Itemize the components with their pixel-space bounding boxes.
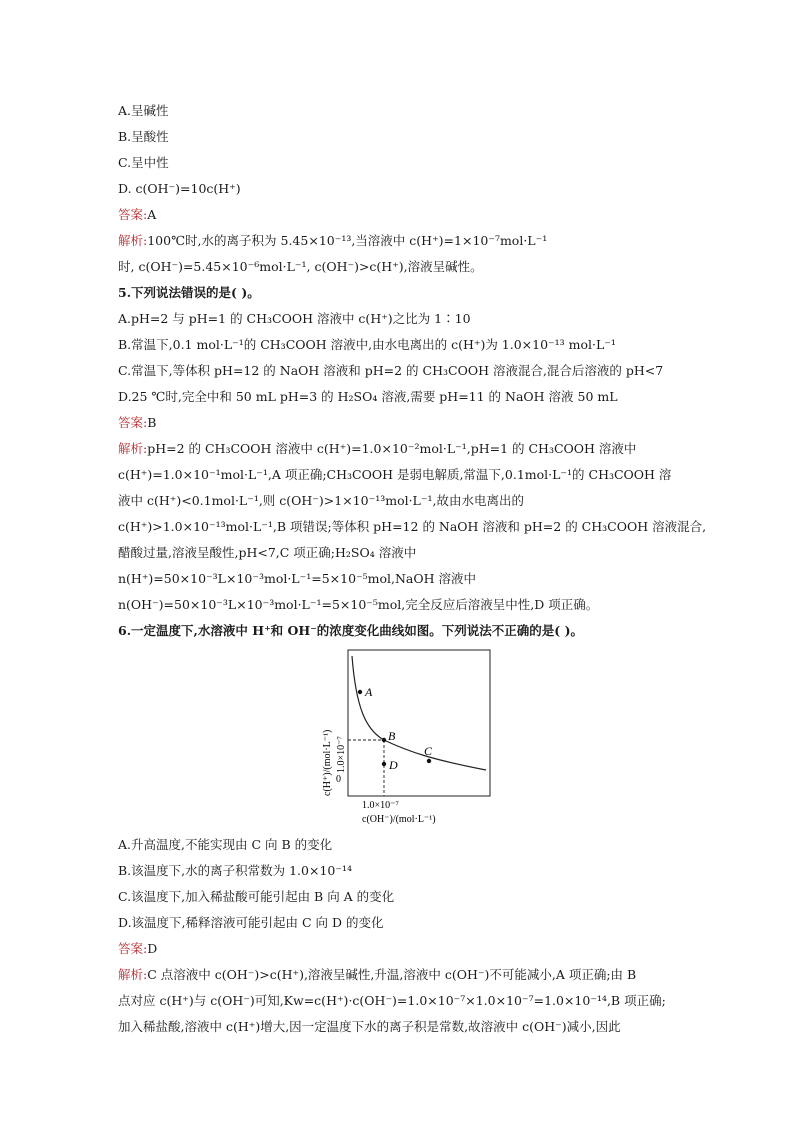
option-b: B.呈酸性: [118, 129, 169, 144]
option-a: A.升高温度,不能实现由 C 向 B 的变化: [118, 837, 333, 852]
option-d: D.25 ℃时,完全中和 50 mL pH=3 的 H₂SO₄ 溶液,需要 pH=11 的 NaOH 溶液 50 mL: [118, 389, 618, 404]
option-c: C.呈中性: [118, 155, 169, 170]
x-tick-label: 1.0×10⁻⁷: [362, 800, 399, 811]
analysis-line: 时, c(OH⁻)=5.45×10⁻⁶mol·L⁻¹, c(OH⁻)>c(H⁺),溶液呈碱性。: [118, 259, 483, 274]
option-d: D.该温度下,稀释溶液可能引起由 C 向 D 的变化: [118, 915, 384, 930]
point-b-label: B: [388, 729, 396, 743]
ion-product-curve: [352, 656, 486, 770]
answer-value: A: [147, 207, 157, 222]
point-a-label: A: [365, 685, 373, 699]
plot-frame: [348, 650, 490, 796]
y-tick-label: 1.0×10⁻⁷: [336, 736, 347, 773]
option-a: A.呈碱性: [118, 103, 169, 118]
analysis-line: c(H⁺)=1.0×10⁻¹mol·L⁻¹,A 项正确;CH₃COOH 是弱电解质,常温下,0.1mol·L⁻¹的 CH₃COOH 溶: [118, 467, 672, 482]
analysis-line: n(H⁺)=50×10⁻³L×10⁻³mol·L⁻¹=5×10⁻⁵mol,NaOH 溶液中: [118, 571, 476, 586]
option-b: B.该温度下,水的离子积常数为 1.0×10⁻¹⁴: [118, 863, 352, 878]
y-axis-label: c(H⁺)/(mol·L⁻¹): [322, 729, 333, 796]
option-d: D. c(OH⁻)=10c(H⁺): [118, 181, 241, 196]
answer-label: 答案:: [118, 415, 148, 430]
analysis-label: 解析:: [118, 967, 148, 982]
point-c-label: C: [424, 744, 433, 758]
origin-label: 0: [336, 774, 341, 785]
analysis-line: 加入稀盐酸,溶液中 c(H⁺)增大,因一定温度下水的离子积是常数,故溶液中 c(OH⁻)减小,因此: [118, 1019, 621, 1034]
analysis-line: [118, 962, 688, 988]
analysis-text: pH=2 的 CH₃COOH 溶液中 c(H⁺)=1.0×10⁻²mol·L⁻¹,pH=1 的 CH₃COOH 溶液中: [147, 441, 637, 456]
point-d-marker: [382, 762, 386, 766]
analysis-text: C 点溶液中 c(OH⁻)>c(H⁺),溶液呈碱性,升温,溶液中 c(OH⁻)不可能减小,A 项正确;由 B: [147, 967, 637, 982]
answer-line: [118, 410, 688, 436]
ion-concentration-figure: [118, 648, 688, 826]
analysis-label: 解析:: [118, 441, 148, 456]
point-c-marker: [427, 759, 431, 763]
option-c: C.常温下,等体积 pH=12 的 NaOH 溶液和 pH=2 的 CH₃COOH 溶液混合,混合后溶液的 pH<7: [118, 363, 664, 378]
analysis-text: 100℃时,水的离子积为 5.45×10⁻¹³,当溶液中 c(H⁺)=1×10⁻⁷mol·L⁻¹: [147, 233, 548, 248]
analysis-label: 解析:: [118, 233, 148, 248]
point-a-marker: [358, 690, 362, 694]
option-c: C.该温度下,加入稀盐酸可能引起由 B 向 A 的变化: [118, 889, 395, 904]
option-a: A.pH=2 与 pH=1 的 CH₃COOH 溶液中 c(H⁺)之比为 1∶10: [118, 311, 471, 326]
answer-label: 答案:: [118, 207, 148, 222]
analysis-line: 点对应 c(H⁺)与 c(OH⁻)可知,Kw=c(H⁺)·c(OH⁻)=1.0×10⁻⁷×1.0×10⁻⁷=1.0×10⁻¹⁴,B 项正确;: [118, 993, 666, 1008]
analysis-line: 液中 c(H⁺)<0.1mol·L⁻¹,则 c(OH⁻)>1×10⁻¹³mol·L⁻¹,故由水电离出的: [118, 493, 524, 508]
answer-label: 答案:: [118, 941, 148, 956]
analysis-line: [118, 228, 688, 254]
analysis-line: 醋酸过量,溶液呈酸性,pH<7,C 项正确;H₂SO₄ 溶液中: [118, 545, 417, 560]
question-stem: 5.下列说法错误的是( )。: [118, 285, 260, 300]
ion-product-curve-diagram: [314, 648, 494, 824]
analysis-line: [118, 436, 688, 462]
answer-line: [118, 202, 688, 228]
point-d-label: D: [389, 758, 398, 772]
answer-value: D: [147, 941, 158, 956]
answer-line: [118, 936, 688, 962]
question-stem: 6.一定温度下,水溶液中 H⁺和 OH⁻的浓度变化曲线如图。下列说法不正确的是( )。: [118, 623, 583, 638]
document-page: [118, 98, 707, 1040]
answer-value: B: [147, 415, 157, 430]
point-b-marker: [382, 738, 386, 742]
analysis-line: n(OH⁻)=50×10⁻³L×10⁻³mol·L⁻¹=5×10⁻⁵mol,完全反应后溶液呈中性,D 项正确。: [118, 597, 599, 612]
option-b: B.常温下,0.1 mol·L⁻¹的 CH₃COOH 溶液中,由水电离出的 c(H⁺)为 1.0×10⁻¹³ mol·L⁻¹: [118, 337, 616, 352]
analysis-line: c(H⁺)>1.0×10⁻¹³mol·L⁻¹,B 项错误;等体积 pH=12 的 NaOH 溶液和 pH=2 的 CH₃COOH 溶液混合,: [118, 519, 707, 534]
x-axis-label: c(OH⁻)/(mol·L⁻¹): [362, 814, 436, 824]
